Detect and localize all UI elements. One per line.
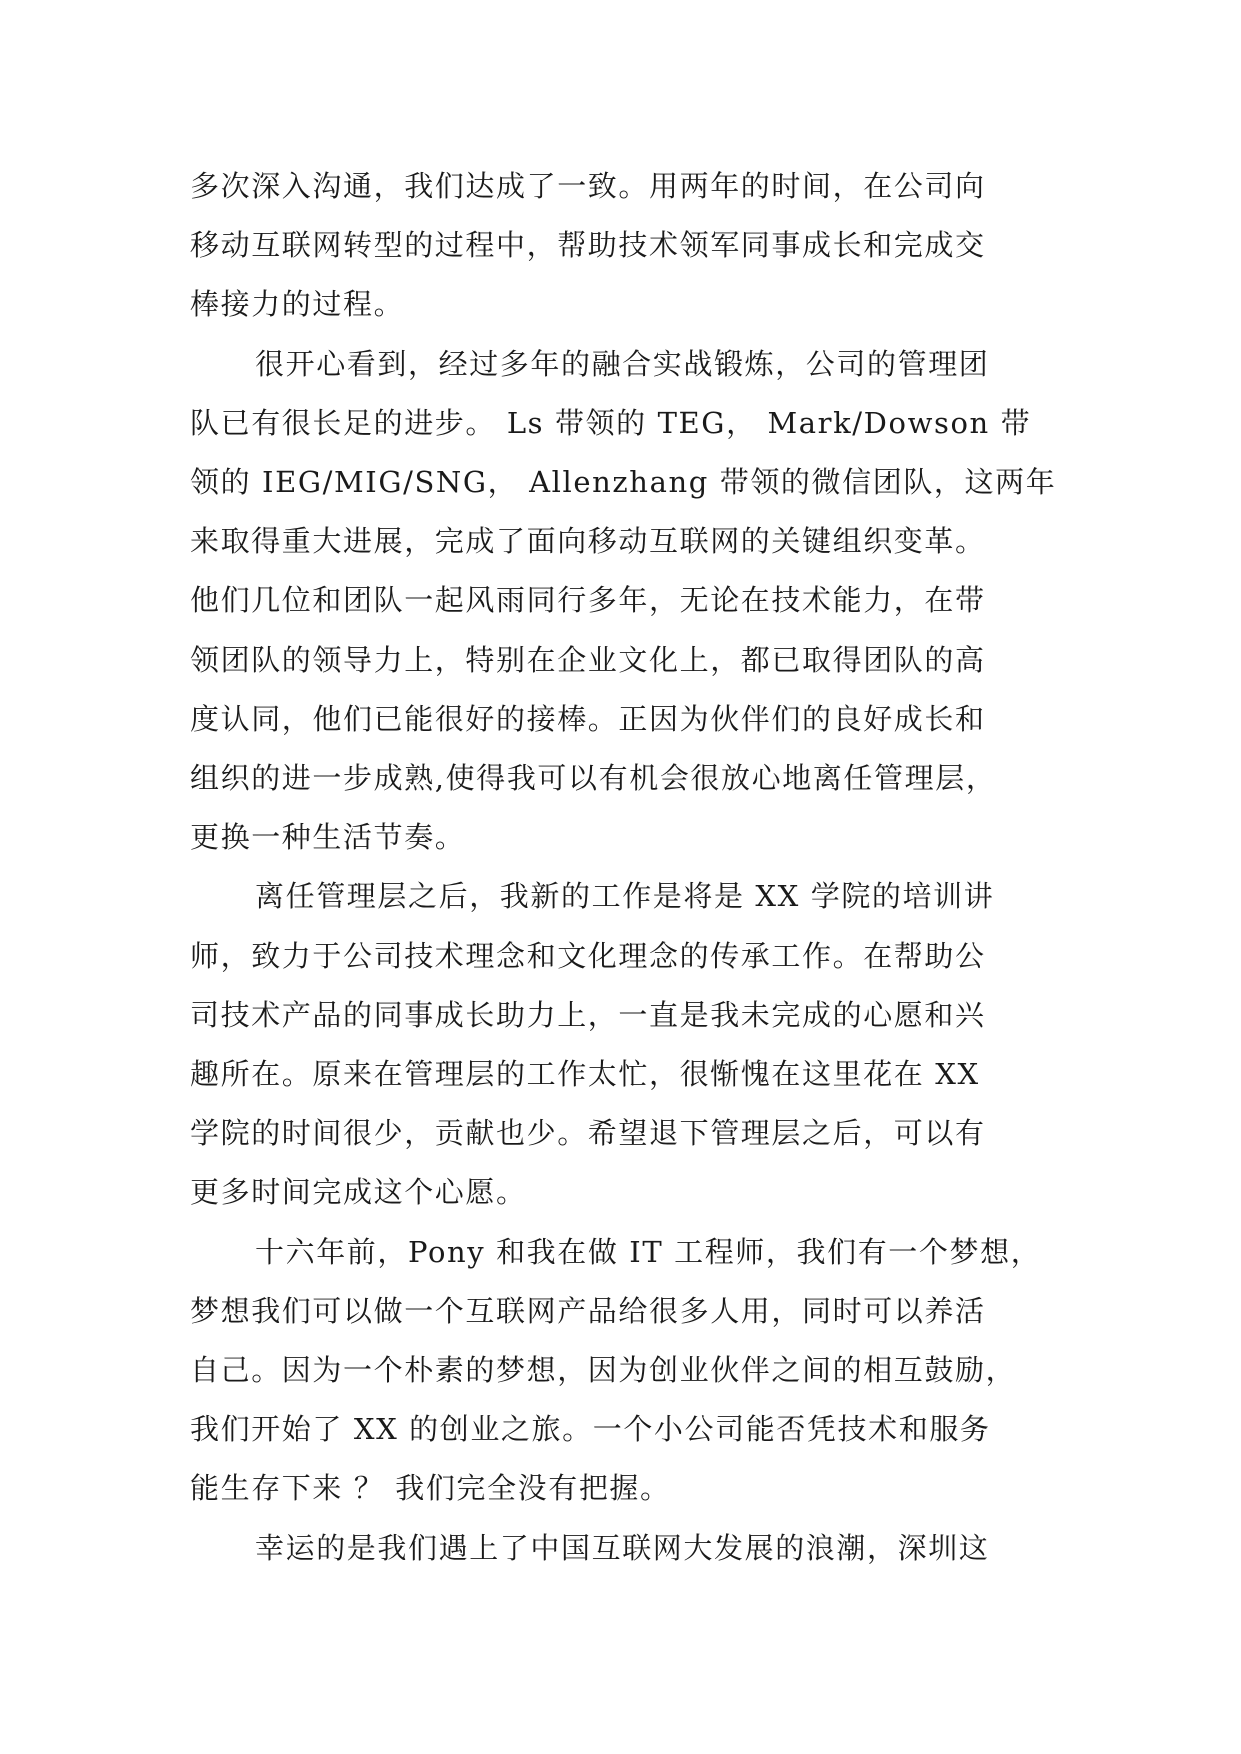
text-line: 移动互联网转型的过程中，帮助技术领军同事成长和完成交 (190, 228, 986, 262)
text-line: 来取得重大进展，完成了面向移动互联网的关键组织变革。 (190, 524, 986, 558)
text-line: 司技术产品的同事成长助力上，一直是我未完成的心愿和兴 (190, 998, 986, 1032)
paragraph-first-line: 离任管理层之后，我新的工作是将是 XX 学院的培训讲 (255, 879, 995, 913)
text-line: 更多时间完成这个心愿。 (190, 1175, 527, 1209)
paragraph-first-line: 幸运的是我们遇上了中国互联网大发展的浪潮，深圳这 (255, 1531, 990, 1565)
text-line: 学院的时间很少，贡献也少。希望退下管理层之后，可以有 (190, 1116, 986, 1150)
paragraph-first-line: 很开心看到，经过多年的融合实战锻炼，公司的管理团 (255, 347, 990, 381)
text-line: 领的 IEG/MIG/SNG， Allenzhang 带领的微信团队，这两年 (190, 465, 1057, 499)
text-line: 师，致力于公司技术理念和文化理念的传承工作。在帮助公 (190, 939, 986, 973)
text-line: 队已有很长足的进步。 Ls 带领的 TEG， Mark/Dowson 带 (190, 406, 1032, 440)
text-line: 更换一种生活节奏。 (190, 820, 466, 854)
text-line: 能生存下来 ？ 我们完全没有把握。 (190, 1471, 671, 1505)
text-line: 他们几位和团队一起风雨同行多年，无论在技术能力，在带 (190, 583, 986, 617)
text-line: 度认同，他们已能很好的接棒。正因为伙伴们的良好成长和 (190, 702, 986, 736)
text-line: 组织的进一步成熟,使得我可以有机会很放心地离任管理层， (190, 761, 997, 795)
text-line: 自己。因为一个朴素的梦想，因为创业伙伴之间的相互鼓励， (190, 1353, 1017, 1387)
text-line: 我们开始了 XX 的创业之旅。一个小公司能否凭技术和服务 (190, 1412, 991, 1446)
text-line: 棒接力的过程。 (190, 287, 405, 321)
text-line: 领团队的领导力上，特别在企业文化上，都已取得团队的高 (190, 643, 986, 677)
paragraph-first-line: 十六年前，Pony 和我在做 IT 工程师，我们有一个梦想， (255, 1235, 1042, 1269)
text-line: 趣所在。原来在管理层的工作太忙，很惭愧在这里花在 XX (190, 1057, 980, 1091)
text-line: 梦想我们可以做一个互联网产品给很多人用，同时可以养活 (190, 1294, 986, 1328)
text-line: 多次深入沟通，我们达成了一致。用两年的时间，在公司向 (190, 169, 986, 203)
